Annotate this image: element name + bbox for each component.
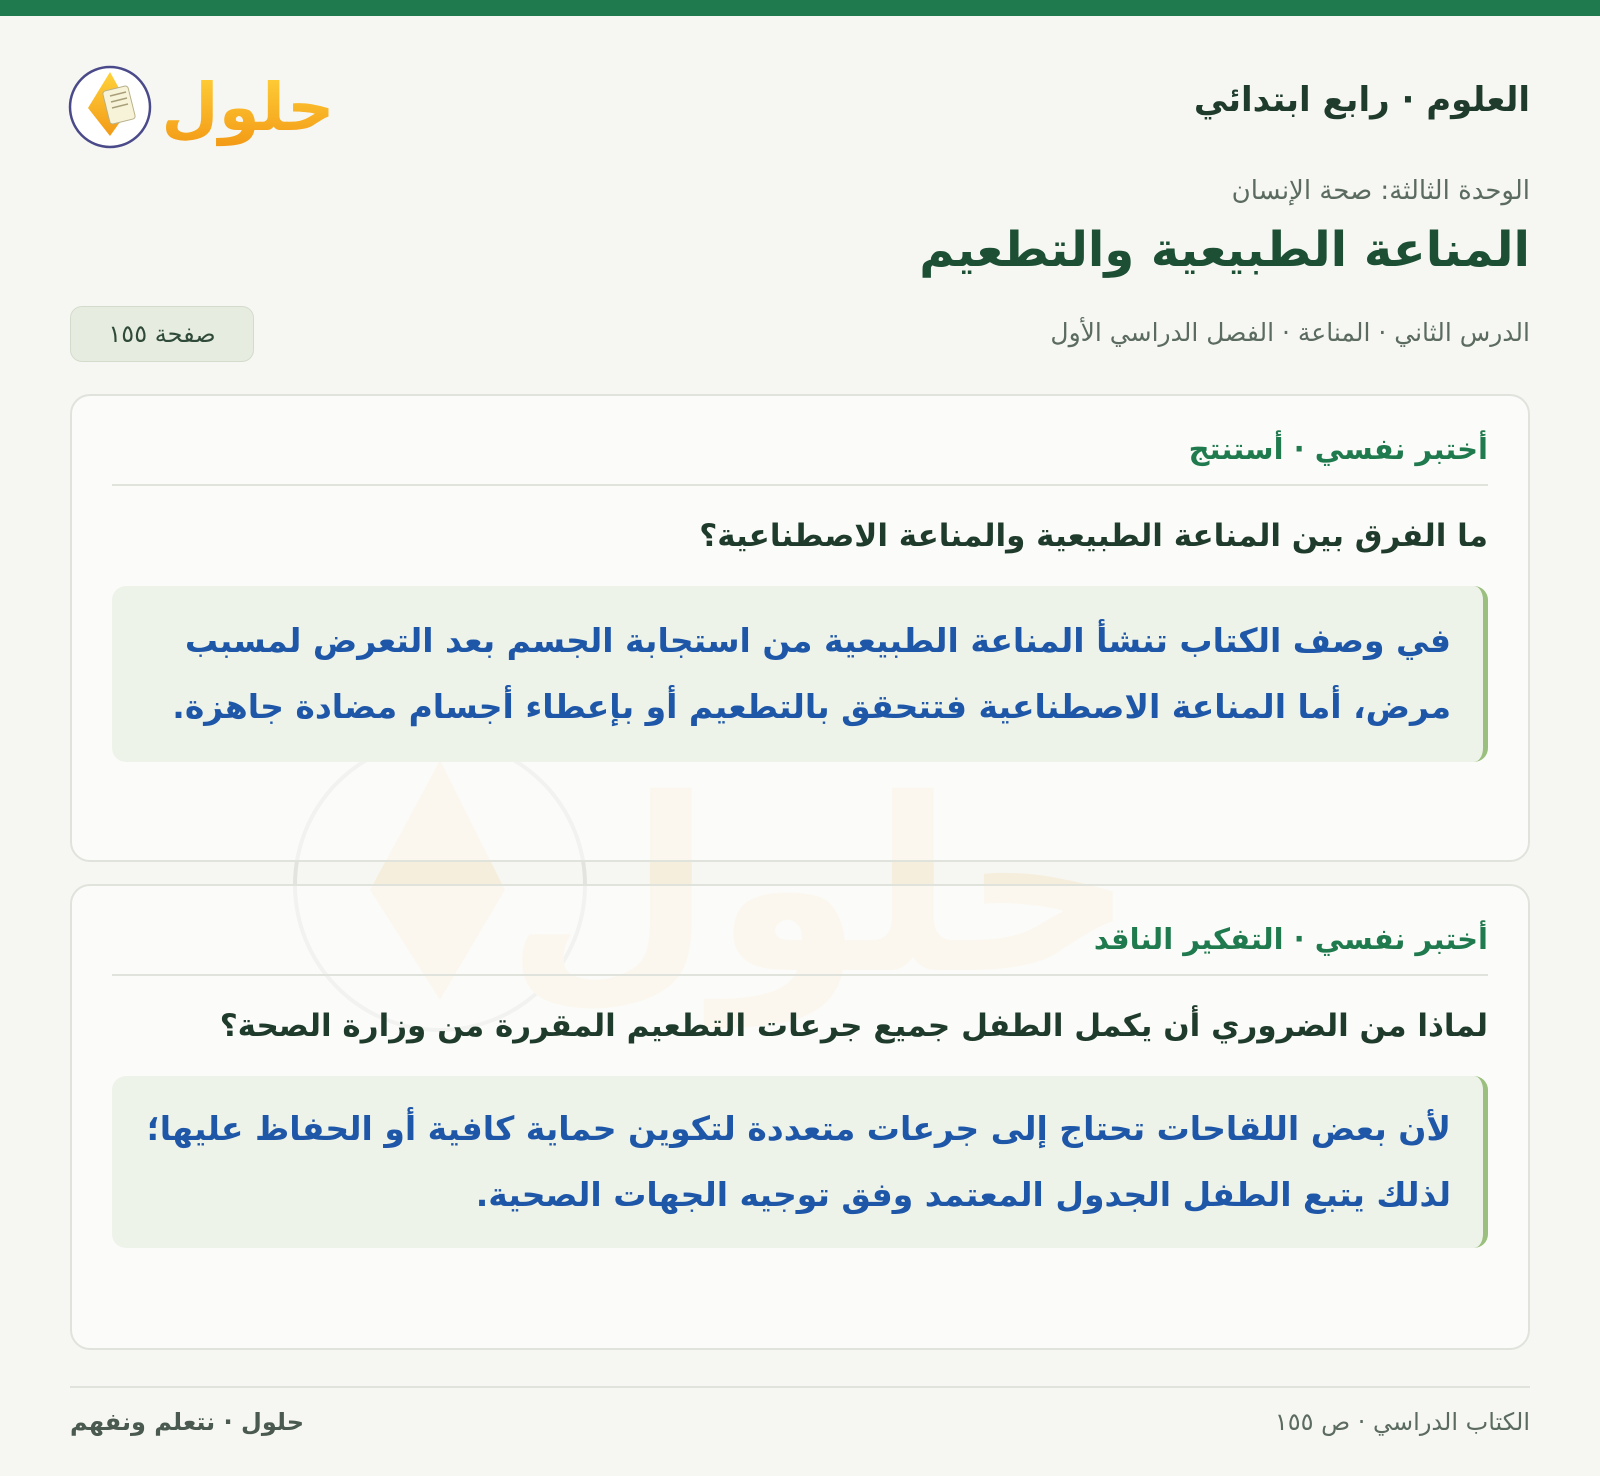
card-heading: أختبر نفسي · التفكير الناقد xyxy=(112,886,1488,976)
logo-graphic xyxy=(70,44,335,154)
top-accent-bar xyxy=(0,0,1600,16)
footer-brand: حلول · نتعلم ونفهم xyxy=(70,1408,304,1436)
unit-label: الوحدة الثالثة: صحة الإنسان xyxy=(1231,176,1530,206)
logo-text: حلول xyxy=(161,69,335,146)
subject-grade-title: العلوم · رابع ابتدائي xyxy=(1193,80,1530,120)
question-card xyxy=(70,884,1530,1350)
answer-box: في وصف الكتاب تنشأ المناعة الطبيعية من استجابة الجسم بعد التعرض لمسبب مرض، أما المناعة الاصطناعية فتتحقق بالتطعيم أو بإعطاء أجسام مضادة جاهزة. xyxy=(112,586,1488,762)
footer-source: الكتاب الدراسي · ص ١٥٥ xyxy=(1274,1408,1530,1436)
question-card xyxy=(70,394,1530,862)
page-number-badge: صفحة ١٥٥ xyxy=(70,306,254,362)
hulul-logo[interactable] xyxy=(70,44,335,154)
page-title: المناعة الطبيعية والتطعيم xyxy=(919,222,1530,278)
answer-box: لأن بعض اللقاحات تحتاج إلى جرعات متعددة لتكوين حماية كافية أو الحفاظ عليها؛ لذلك يتبع الطفل الجدول المعتمد وفق توجيه الجهات الصحية. xyxy=(112,1076,1488,1248)
card-heading: أختبر نفسي · أستنتج xyxy=(112,396,1488,486)
question-text: لماذا من الضروري أن يكمل الطفل جميع جرعات التطعيم المقررة من وزارة الصحة؟ xyxy=(219,1008,1488,1044)
question-text: ما الفرق بين المناعة الطبيعية والمناعة الاصطناعية؟ xyxy=(699,518,1488,554)
lesson-meta: الدرس الثاني · المناعة · الفصل الدراسي الأول xyxy=(1050,318,1530,347)
footer-divider xyxy=(70,1386,1530,1388)
